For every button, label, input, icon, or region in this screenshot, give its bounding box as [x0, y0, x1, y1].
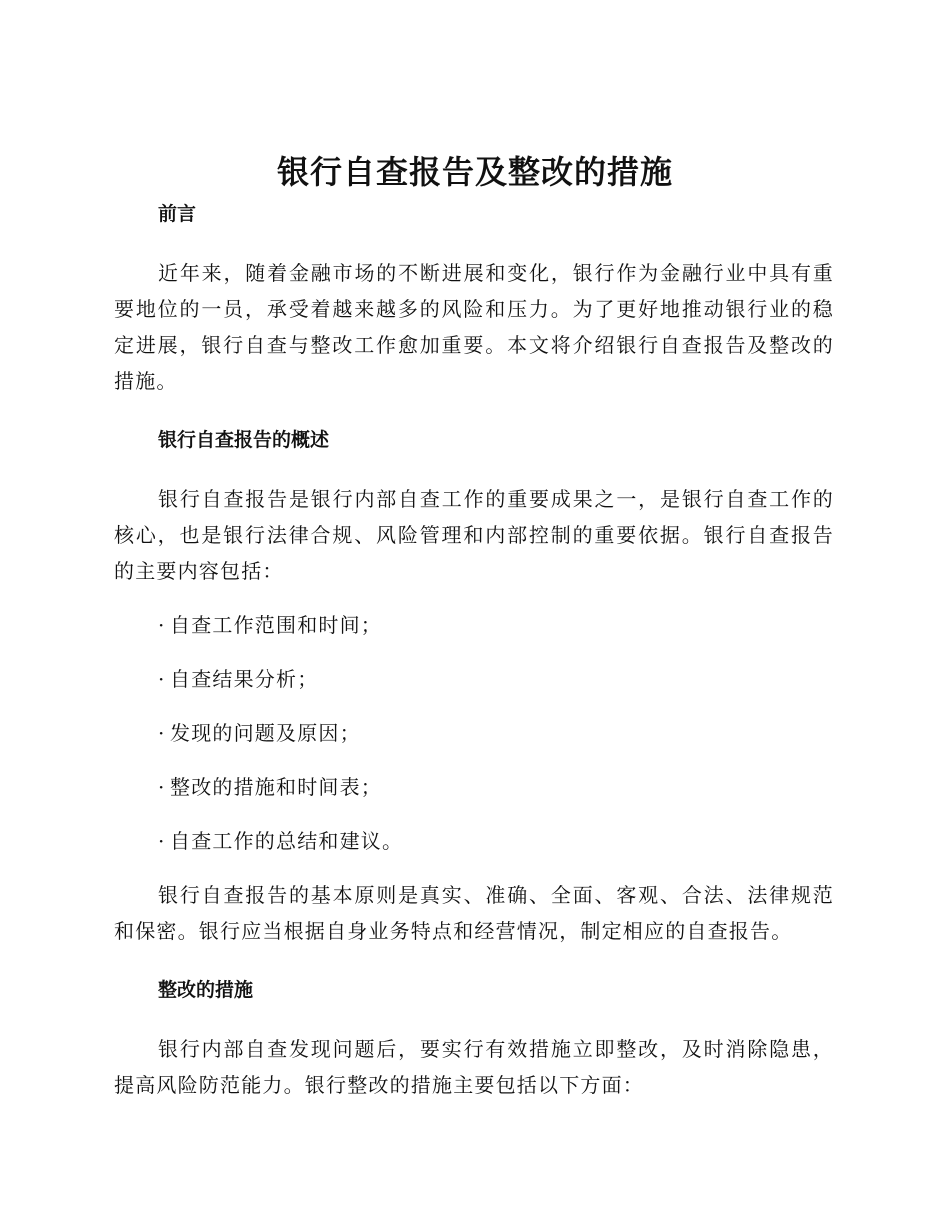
rectification-paragraph: 银行内部自查发现问题后，要实行有效措施立即整改，及时消除隐患，提高风险防范能力。银行整改的措施主要包括以下方面：	[114, 1037, 834, 1097]
section-heading-preface: 前言	[158, 203, 197, 225]
list-item-text: 整改的措施和时间表；	[170, 775, 382, 799]
list-item	[114, 715, 834, 751]
document-body	[114, 197, 834, 1103]
overview-closing-paragraph: 银行自查报告的基本原则是真实、准确、全面、客观、合法、法律规范和保密。银行应当根据自身业务特点和经营情况，制定相应的自查报告。	[114, 883, 834, 943]
document-title: 银行自查报告及整改的措施	[276, 153, 673, 191]
bullet-mark: ·	[158, 829, 166, 853]
list-item	[114, 661, 834, 697]
bullet-mark: ·	[158, 775, 166, 799]
bullet-mark: ·	[158, 613, 166, 637]
section-heading-rectification: 整改的措施	[158, 979, 254, 1001]
list-item-text: 发现的问题及原因；	[170, 721, 361, 745]
preface-paragraph: 近年来，随着金融市场的不断进展和变化，银行作为金融行业中具有重要地位的一员，承受着越来越多的风险和压力。为了更好地推动银行业的稳定进展，银行自查与整改工作愈加重要。本文将介绍银行自查报告及整改的措施。	[114, 261, 834, 393]
list-item-text: 自查工作范围和时间；	[170, 613, 382, 637]
section-heading-overview: 银行自查报告的概述	[158, 429, 330, 451]
list-item-text: 自查工作的总结和建议。	[170, 829, 404, 853]
bullet-mark: ·	[158, 721, 166, 745]
list-item	[114, 769, 834, 805]
bullet-mark: ·	[158, 667, 166, 691]
list-item	[114, 607, 834, 643]
list-item	[114, 823, 834, 859]
overview-paragraph: 银行自查报告是银行内部自查工作的重要成果之一，是银行自查工作的核心，也是银行法律合规、风险管理和内部控制的重要依据。银行自查报告的主要内容包括：	[114, 487, 834, 583]
list-item-text: 自查结果分析；	[170, 667, 319, 691]
